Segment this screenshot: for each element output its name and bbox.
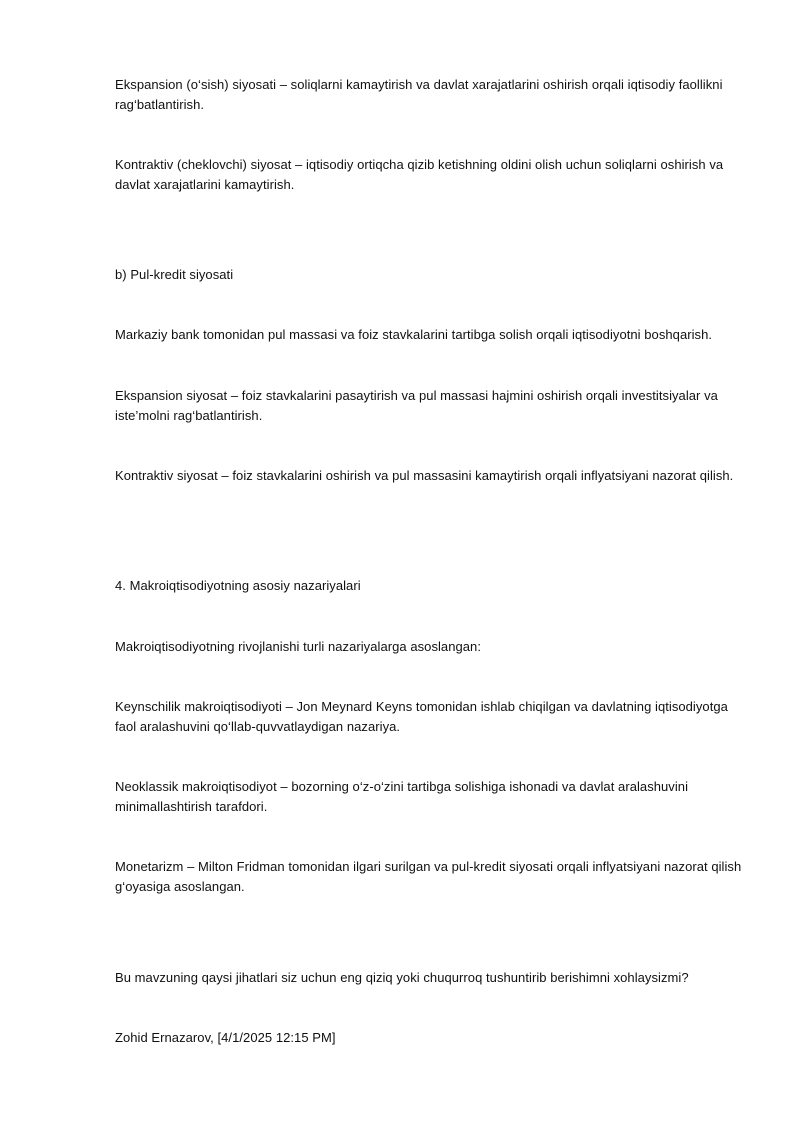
section-heading-theories: 4. Makroiqtisodiyotning asosiy nazariyalari bbox=[115, 578, 361, 593]
paragraph-theories-intro: Makroiqtisodiyotning rivojlanishi turli nazariyalarga asoslangan: bbox=[115, 639, 481, 654]
message-author-timestamp: Zohid Ernazarov, [4/1/2025 12:15 PM] bbox=[115, 1030, 336, 1045]
paragraph-keynesian: Keynschilik makroiqtisodiyoti – Jon Meynard Keyns tomonidan ishlab chiqilgan va davlatning iqtisodiyotga faol aralashuvini qo‘llab-quvvatlaydigan nazariya. bbox=[115, 699, 728, 734]
paragraph-expansion-fiscal: Ekspansion (o‘sish) siyosati – soliqlarni kamaytirish va davlat xarajatlarini oshirish orqali iqtisodiy faollikni rag‘batlantirish. bbox=[115, 77, 723, 112]
paragraph-neoclassical: Neoklassik makroiqtisodiyot – bozorning o‘z-o‘zini tartibga solishiga ishonadi va davlat aralashuvini minimallashtirish tarafdori. bbox=[115, 779, 689, 814]
paragraph-expansion-monetary: Ekspansion siyosat – foiz stavkalarini pasaytirish va pul massasi hajmini oshirish orqali investitsiyalar va iste’molni rag‘batlantirish. bbox=[115, 388, 718, 423]
paragraph-contractive-fiscal: Kontraktiv (cheklovchi) siyosat – iqtisodiy ortiqcha qizib ketishning oldini olish uchun soliqlarni oshirish va davlat xarajatlarini kamaytirish. bbox=[115, 157, 724, 192]
paragraph-contractive-monetary: Kontraktiv siyosat – foiz stavkalarini oshirish va pul massasini kamaytirish orqali inflyatsiyani nazorat qilish. bbox=[115, 468, 734, 483]
paragraph-monetarism: Monetarizm – Milton Fridman tomonidan ilgari surilgan va pul-kredit siyosati orqali inflyatsiyani nazorat qilish g‘oyasiga asoslangan. bbox=[115, 859, 742, 894]
paragraph-question: Bu mavzuning qaysi jihatlari siz uchun eng qiziq yoki chuqurroq tushuntirib berishimni xohlaysizmi? bbox=[115, 970, 689, 985]
paragraph-central-bank: Markaziy bank tomonidan pul massasi va foiz stavkalarini tartibga solish orqali iqtisodiyotni boshqarish. bbox=[115, 327, 713, 342]
section-heading-monetary-policy: b) Pul-kredit siyosati bbox=[115, 267, 234, 282]
